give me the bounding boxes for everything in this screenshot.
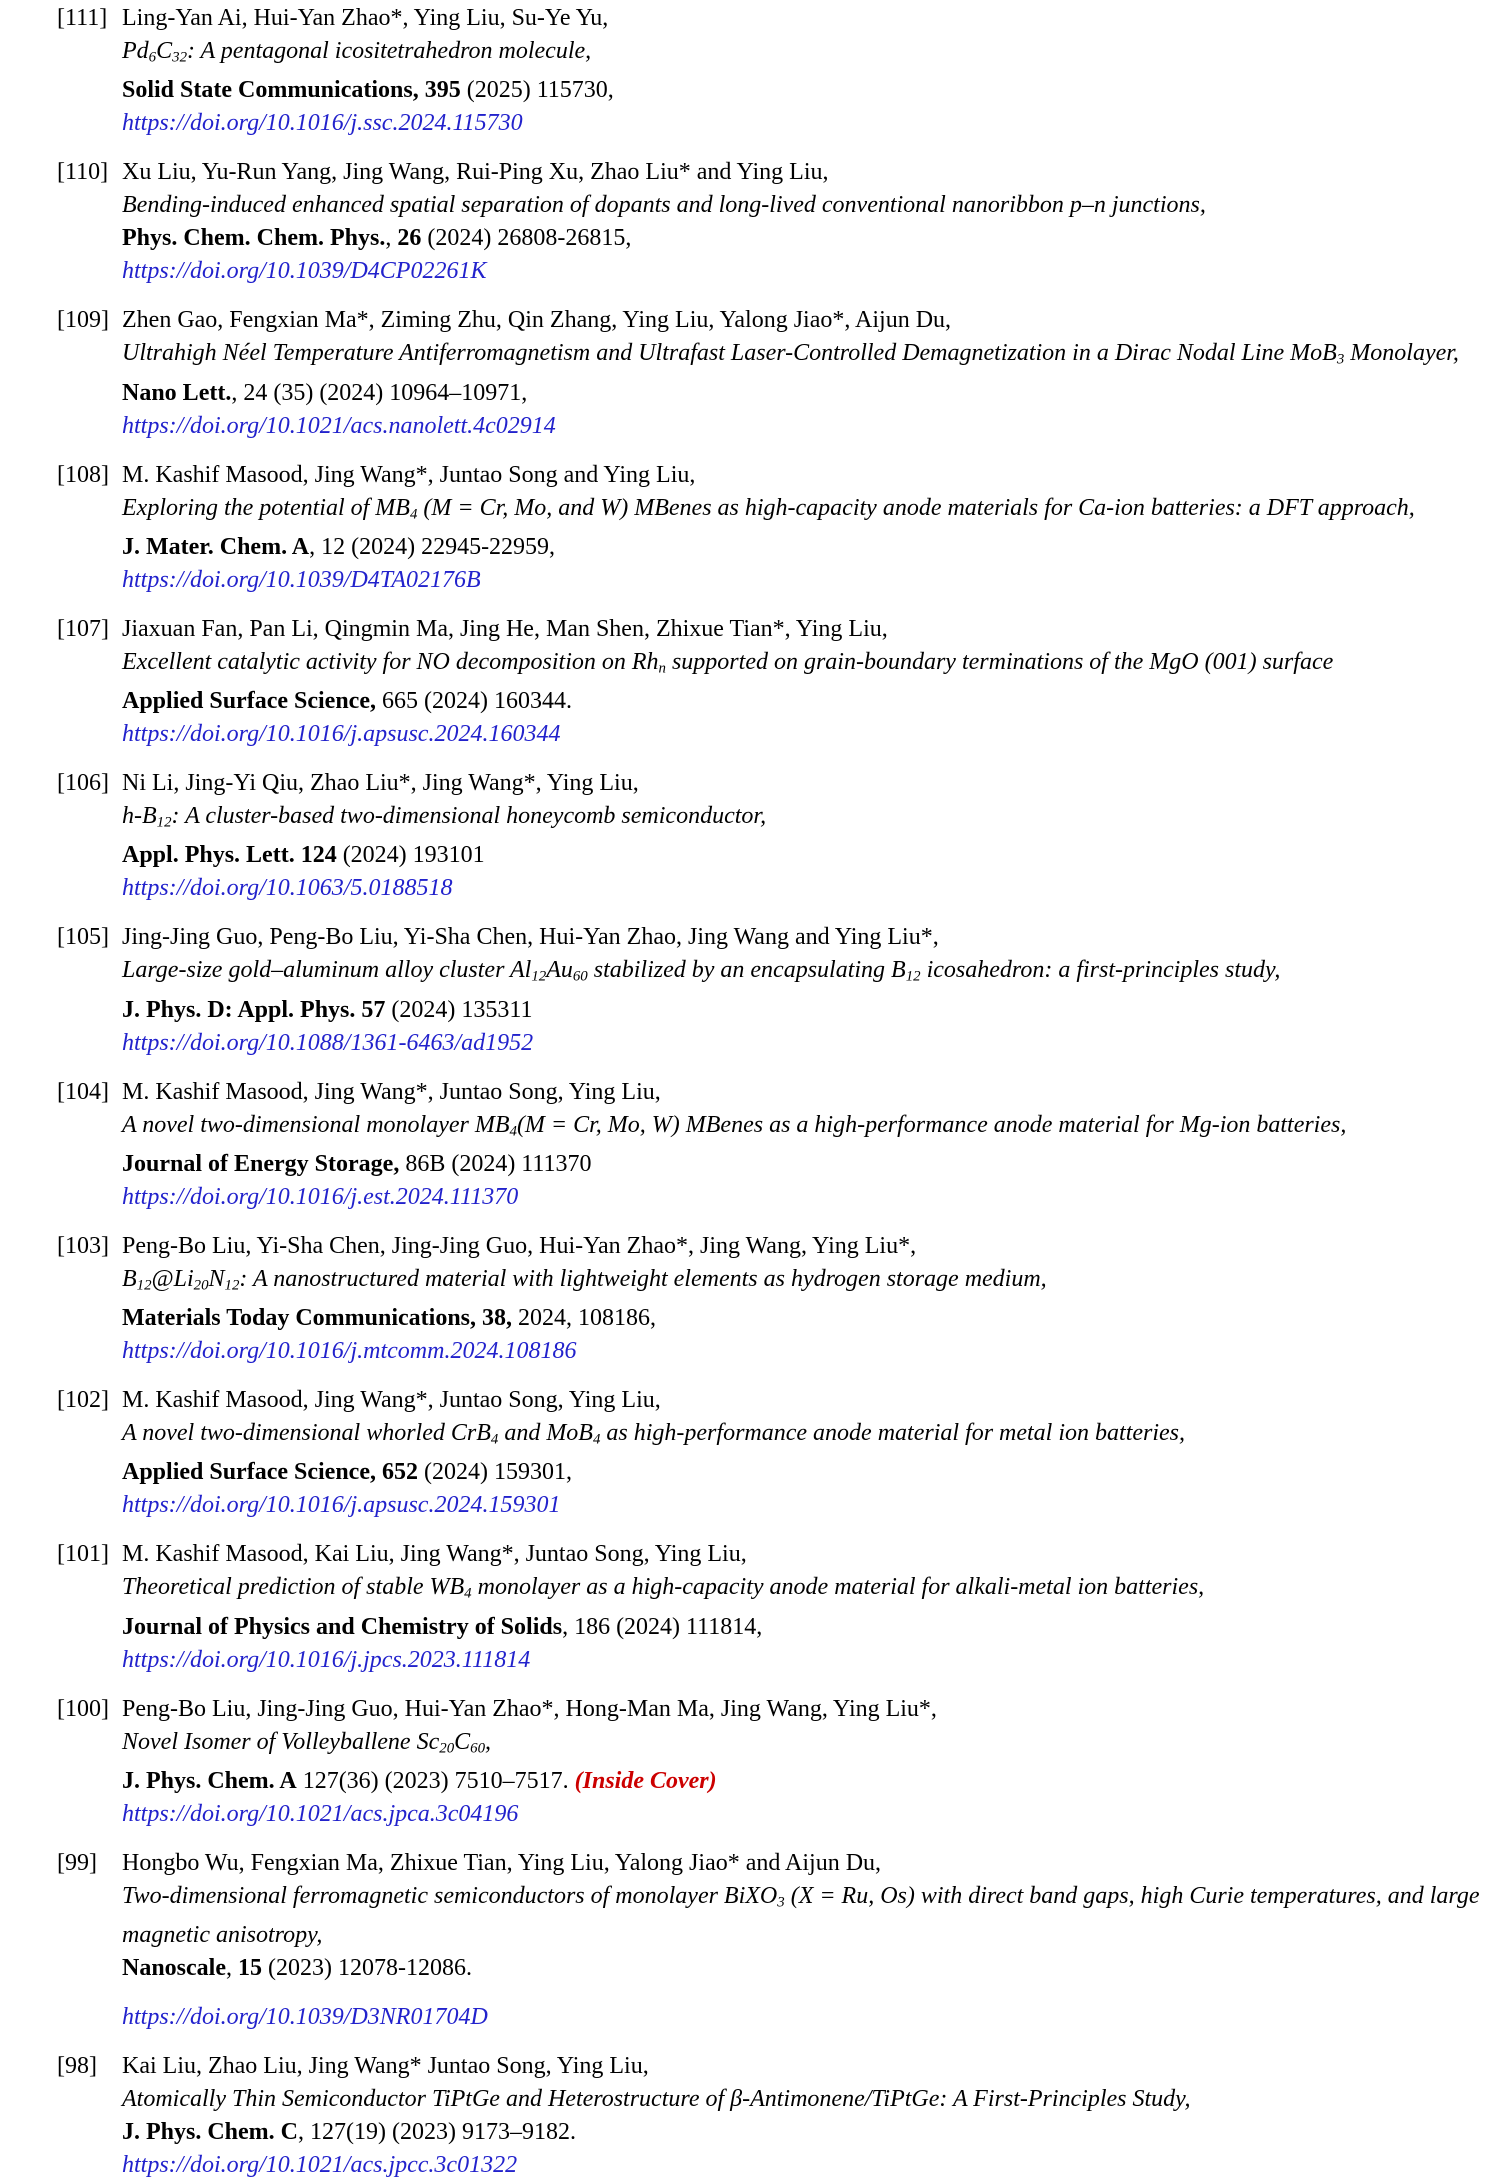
reference-item bbox=[0, 1230, 1500, 1368]
reference-item bbox=[0, 304, 1500, 442]
authors-line: Jiaxuan Fan, Pan Li, Qingmin Ma, Jing He, Man Shen, Zhixue Tian*, Ying Liu, bbox=[122, 615, 888, 642]
reference-item bbox=[0, 1847, 1500, 2034]
title-line bbox=[122, 35, 1492, 74]
title-text: : A pentagonal icositetrahedron molecule, bbox=[187, 38, 592, 64]
reference-item bbox=[0, 459, 1500, 597]
title-text: B bbox=[122, 1265, 137, 1292]
title-line bbox=[122, 492, 1492, 531]
title-line bbox=[122, 646, 1492, 685]
authors-line: M. Kashif Masood, Jing Wang*, Juntao Song, Ying Liu, bbox=[122, 1387, 661, 1414]
journal-line bbox=[122, 1765, 1492, 1798]
title-subscript: 4 bbox=[592, 1431, 601, 1448]
journal-name: J. Phys. Chem. C bbox=[122, 2119, 299, 2146]
title-text: A novel two-dimensional whorled CrB bbox=[122, 1420, 491, 1447]
title-subscript: 12 bbox=[224, 1277, 240, 1294]
title-line bbox=[122, 954, 1492, 993]
reference-item bbox=[0, 1076, 1500, 1214]
title-text: Large-size gold–aluminum alloy cluster Al bbox=[122, 957, 532, 984]
doi-line bbox=[122, 410, 1492, 443]
journal-name: Applied Surface Science, bbox=[122, 688, 376, 715]
journal-citation-text: 2024, 108186, bbox=[512, 1305, 657, 1332]
authors-line: M. Kashif Masood, Kai Liu, Jing Wang*, Juntao Song, Ying Liu, bbox=[122, 1541, 747, 1568]
journal-line bbox=[122, 994, 1492, 1027]
reference-number: [103] bbox=[57, 1232, 109, 1259]
journal-name: Nano Lett. bbox=[122, 379, 232, 406]
title-line bbox=[122, 1571, 1492, 1610]
title-text: : A nanostructured material with lightweight elements as hydrogen storage medium, bbox=[239, 1265, 1047, 1292]
reference-number: [105] bbox=[57, 924, 109, 951]
title-subscript: 12 bbox=[136, 1277, 152, 1294]
title-subscript: 20 bbox=[439, 1739, 455, 1756]
journal-citation-text: , bbox=[226, 1955, 238, 1982]
journal-citation-text: , 186 (2024) 111814, bbox=[562, 1613, 763, 1640]
reference-number: [101] bbox=[57, 1541, 109, 1568]
authors-line: M. Kashif Masood, Jing Wang*, Juntao Song, Ying Liu, bbox=[122, 1078, 661, 1105]
title-line bbox=[122, 1417, 1492, 1456]
title-subscript: 4 bbox=[464, 1585, 472, 1602]
title-text: : A cluster-based two-dimensional honeycomb semiconductor, bbox=[171, 803, 767, 830]
journal-citation-text: 86B (2024) 111370 bbox=[399, 1150, 592, 1177]
title-text: and MoB bbox=[498, 1420, 593, 1447]
title-line bbox=[122, 1880, 1492, 1952]
title-subscript: 12 bbox=[156, 814, 172, 831]
title-subscript: 60 bbox=[572, 968, 588, 985]
doi-line bbox=[122, 1335, 1492, 1368]
journal-name: 15 bbox=[238, 1955, 262, 1982]
doi-link[interactable]: https://doi.org/10.1021/acs.jpcc.3c01322 bbox=[122, 2152, 518, 2179]
title-subscript: 12 bbox=[531, 968, 547, 985]
reference-item bbox=[0, 1538, 1500, 1676]
title-text: N bbox=[208, 1265, 225, 1292]
title-line bbox=[122, 800, 1492, 839]
title-text: as high-performance anode material for metal ion batteries, bbox=[600, 1420, 1186, 1447]
title-subscript: 4 bbox=[509, 1122, 517, 1139]
doi-line bbox=[122, 1489, 1492, 1522]
reference-number: [111] bbox=[57, 5, 108, 31]
title-text: (X = Ru, Os) with direct band gaps, high Curie temperatures, and large magnetic anisotropy, bbox=[122, 1882, 1480, 1949]
title-line bbox=[122, 2083, 1492, 2116]
doi-link[interactable]: https://doi.org/10.1021/acs.nanolett.4c02914 bbox=[122, 412, 556, 439]
title-line bbox=[122, 1263, 1492, 1302]
reference-item bbox=[0, 2050, 1500, 2182]
doi-link[interactable]: https://doi.org/10.1016/j.apsusc.2024.159301 bbox=[122, 1492, 561, 1519]
journal-citation-text: (2024) 193101 bbox=[336, 842, 485, 869]
doi-line bbox=[122, 107, 1492, 140]
authors-line: Kai Liu, Zhao Liu, Jing Wang* Juntao Song, Ying Liu, bbox=[122, 2053, 649, 2080]
journal-name: J. Phys. D: Appl. Phys. 57 bbox=[122, 996, 386, 1023]
journal-citation-text: , 24 (35) (2024) 10964–10971, bbox=[231, 379, 528, 406]
doi-link[interactable]: https://doi.org/10.1039/D3NR01704D bbox=[122, 2004, 488, 2031]
journal-citation-text: 665 (2024) 160344. bbox=[375, 688, 572, 715]
reference-number: [107] bbox=[57, 615, 109, 642]
doi-line bbox=[122, 2149, 1492, 2182]
authors-line: Xu Liu, Yu-Run Yang, Jing Wang, Rui-Ping Xu, Zhao Liu* and Ying Liu, bbox=[122, 159, 829, 186]
doi-link[interactable]: https://doi.org/10.1016/j.mtcomm.2024.108186 bbox=[122, 1338, 577, 1365]
title-text: (M = Cr, Mo, W) MBenes as a high-performance anode material for Mg-ion batteries, bbox=[516, 1111, 1347, 1138]
journal-line bbox=[122, 1456, 1492, 1489]
reference-item bbox=[0, 1693, 1500, 1831]
doi-link[interactable]: https://doi.org/10.1016/j.est.2024.111370 bbox=[122, 1183, 519, 1210]
doi-link[interactable]: https://doi.org/10.1039/D4CP02261K bbox=[122, 258, 487, 285]
journal-name: Materials Today Communications, 38, bbox=[122, 1305, 513, 1332]
journal-line bbox=[122, 74, 1492, 107]
reference-number: [99] bbox=[57, 1849, 97, 1876]
title-text: Pd bbox=[122, 38, 149, 64]
title-text: @Li bbox=[151, 1265, 194, 1292]
title-text: (M = Cr, Mo, and W) MBenes as high-capacity anode materials for Ca-ion batteries: a DFT approach, bbox=[417, 494, 1415, 521]
doi-link[interactable]: https://doi.org/10.1088/1361-6463/ad1952 bbox=[122, 1029, 534, 1056]
journal-name: J. Mater. Chem. A bbox=[122, 533, 310, 560]
doi-line bbox=[122, 718, 1492, 751]
title-text: monolayer as a high-capacity anode material for alkali-metal ion batteries, bbox=[471, 1574, 1205, 1601]
title-text: A novel two-dimensional monolayer MB bbox=[122, 1111, 510, 1138]
journal-line bbox=[122, 1952, 1492, 1985]
title-text: Theoretical prediction of stable WB bbox=[122, 1574, 465, 1601]
title-text: C bbox=[454, 1728, 471, 1755]
title-line bbox=[122, 337, 1492, 376]
reference-number: [106] bbox=[57, 770, 109, 797]
title-text: Excellent catalytic activity for NO decomposition on Rh bbox=[122, 648, 659, 675]
journal-line bbox=[122, 531, 1492, 564]
authors-line: Peng-Bo Liu, Jing-Jing Guo, Hui-Yan Zhao*, Hong-Man Ma, Jing Wang, Ying Liu*, bbox=[122, 1695, 937, 1722]
title-text: Novel Isomer of Volleyballene Sc bbox=[122, 1728, 440, 1755]
title-text: Ultrahigh Néel Temperature Antiferromagnetism and Ultrafast Laser-Controlled Demagnetization in a Dirac Nodal Line MoB bbox=[122, 340, 1337, 367]
title-line bbox=[122, 1726, 1492, 1765]
journal-name: Nanoscale bbox=[122, 1955, 226, 1982]
journal-line bbox=[122, 1611, 1492, 1644]
journal-name: J. Phys. Chem. A bbox=[122, 1767, 297, 1794]
title-subscript: 20 bbox=[193, 1277, 209, 1294]
journal-citation-text: 127(36) (2023) 7510–7517. bbox=[296, 1767, 575, 1794]
reference-number: [100] bbox=[57, 1695, 109, 1722]
journal-line bbox=[122, 222, 1492, 255]
inside-cover-note: (Inside Cover) bbox=[574, 1767, 717, 1794]
reference-item bbox=[0, 2, 1500, 140]
title-text: , bbox=[485, 1728, 492, 1755]
title-subscript: 12 bbox=[905, 968, 921, 985]
title-line bbox=[122, 1109, 1492, 1148]
reference-number: [98] bbox=[57, 2053, 97, 2080]
title-subscript: n bbox=[658, 660, 666, 677]
title-text: Au bbox=[546, 957, 573, 984]
title-subscript: 6 bbox=[148, 49, 157, 66]
journal-citation-text: , bbox=[385, 225, 398, 252]
title-subscript: 3 bbox=[1336, 351, 1345, 368]
title-subscript: 32 bbox=[172, 49, 187, 66]
reference-number: [104] bbox=[57, 1078, 109, 1105]
reference-number: [108] bbox=[57, 461, 109, 488]
title-text: Monolayer, bbox=[1344, 340, 1459, 367]
authors-line: M. Kashif Masood, Jing Wang*, Juntao Song and Ying Liu, bbox=[122, 461, 696, 488]
authors-line: Hongbo Wu, Fengxian Ma, Zhixue Tian, Ying Liu, Yalong Jiao* and Aijun Du, bbox=[122, 1849, 882, 1876]
doi-line bbox=[122, 255, 1492, 288]
reference-number: [102] bbox=[57, 1387, 109, 1414]
journal-citation-text: (2023) 12078-12086. bbox=[262, 1955, 472, 1982]
title-line bbox=[122, 189, 1492, 222]
title-text: Atomically Thin Semiconductor TiPtGe and Heterostructure of β-Antimonene/TiPtGe: A First-Principles Study, bbox=[122, 2086, 1191, 2113]
reference-number: [109] bbox=[57, 307, 109, 334]
reference-number: [110] bbox=[57, 159, 109, 186]
journal-line bbox=[122, 2116, 1492, 2149]
doi-line bbox=[122, 1181, 1492, 1214]
journal-citation-text: (2024) 159301, bbox=[417, 1459, 572, 1486]
doi-link[interactable]: https://doi.org/10.1021/acs.jpca.3c04196 bbox=[122, 1800, 519, 1827]
reference-item bbox=[0, 1384, 1500, 1522]
title-text: supported on grain-boundary terminations of the MgO (001) surface bbox=[665, 648, 1334, 675]
title-subscript: 4 bbox=[490, 1431, 499, 1448]
journal-citation-text: , 127(19) (2023) 9173–9182. bbox=[298, 2119, 576, 2146]
journal-name: Appl. Phys. Lett. 124 bbox=[122, 842, 337, 869]
doi-line bbox=[122, 1027, 1492, 1060]
authors-line: Ling-Yan Ai, Hui-Yan Zhao*, Ying Liu, Su-Ye Yu, bbox=[122, 5, 609, 31]
title-text: icosahedron: a first-principles study, bbox=[920, 957, 1281, 984]
title-text: C bbox=[156, 38, 173, 64]
reference-item bbox=[0, 767, 1500, 905]
journal-line bbox=[122, 839, 1492, 872]
title-subscript: 4 bbox=[409, 505, 418, 522]
journal-line bbox=[122, 685, 1492, 718]
doi-link[interactable]: https://doi.org/10.1016/j.jpcs.2023.111814 bbox=[122, 1646, 531, 1673]
doi-line bbox=[122, 1798, 1492, 1831]
doi-link[interactable]: https://doi.org/10.1063/5.0188518 bbox=[122, 875, 453, 902]
journal-citation-text: (2024) 135311 bbox=[385, 996, 533, 1023]
title-text: Exploring the potential of MB bbox=[122, 494, 410, 521]
reference-item bbox=[0, 613, 1500, 751]
title-text: Two-dimensional ferromagnetic semiconductors of monolayer BiXO bbox=[122, 1882, 778, 1909]
title-text: h-B bbox=[122, 803, 157, 830]
reference-item bbox=[0, 921, 1500, 1059]
journal-line bbox=[122, 1148, 1492, 1181]
doi-line bbox=[122, 1644, 1492, 1677]
authors-line: Ni Li, Jing-Yi Qiu, Zhao Liu*, Jing Wang*, Ying Liu, bbox=[122, 770, 639, 797]
journal-name: Applied Surface Science, 652 bbox=[122, 1459, 418, 1486]
doi-line bbox=[122, 872, 1492, 905]
reference-item bbox=[0, 156, 1500, 288]
title-text: Bending-induced enhanced spatial separation of dopants and long-lived conventional nanoribbon p–n junctions, bbox=[122, 192, 1206, 219]
title-subscript: 3 bbox=[777, 1894, 785, 1911]
title-subscript: 60 bbox=[470, 1739, 486, 1756]
journal-line bbox=[122, 1302, 1492, 1335]
authors-line: Peng-Bo Liu, Yi-Sha Chen, Jing-Jing Guo, Hui-Yan Zhao*, Jing Wang, Ying Liu*, bbox=[122, 1232, 917, 1259]
journal-name: Journal of Physics and Chemistry of Solids bbox=[122, 1613, 563, 1640]
journal-citation-text: (2024) 26808-26815, bbox=[421, 225, 632, 252]
title-text: stabilized by an encapsulating B bbox=[587, 957, 906, 984]
journal-name: Journal of Energy Storage, bbox=[122, 1150, 400, 1177]
doi-line bbox=[122, 2001, 1492, 2034]
doi-link[interactable]: https://doi.org/10.1016/j.ssc.2024.115730 bbox=[122, 110, 523, 137]
journal-name: Solid State Communications, 395 bbox=[122, 77, 461, 104]
journal-citation-text: , 12 (2024) 22945-22959, bbox=[309, 533, 556, 560]
journal-line bbox=[122, 377, 1492, 410]
journal-name: 26 bbox=[397, 225, 422, 252]
authors-line: Jing-Jing Guo, Peng-Bo Liu, Yi-Sha Chen, Hui-Yan Zhao, Jing Wang and Ying Liu*, bbox=[122, 924, 939, 951]
authors-line: Zhen Gao, Fengxian Ma*, Ziming Zhu, Qin Zhang, Ying Liu, Yalong Jiao*, Aijun Du, bbox=[122, 307, 952, 334]
doi-link[interactable]: https://doi.org/10.1016/j.apsusc.2024.160344 bbox=[122, 721, 561, 748]
journal-name: Phys. Chem. Chem. Phys. bbox=[122, 225, 386, 252]
doi-link[interactable]: https://doi.org/10.1039/D4TA02176B bbox=[122, 566, 481, 593]
journal-citation-text: (2025) 115730, bbox=[460, 77, 614, 104]
doi-line bbox=[122, 564, 1492, 597]
